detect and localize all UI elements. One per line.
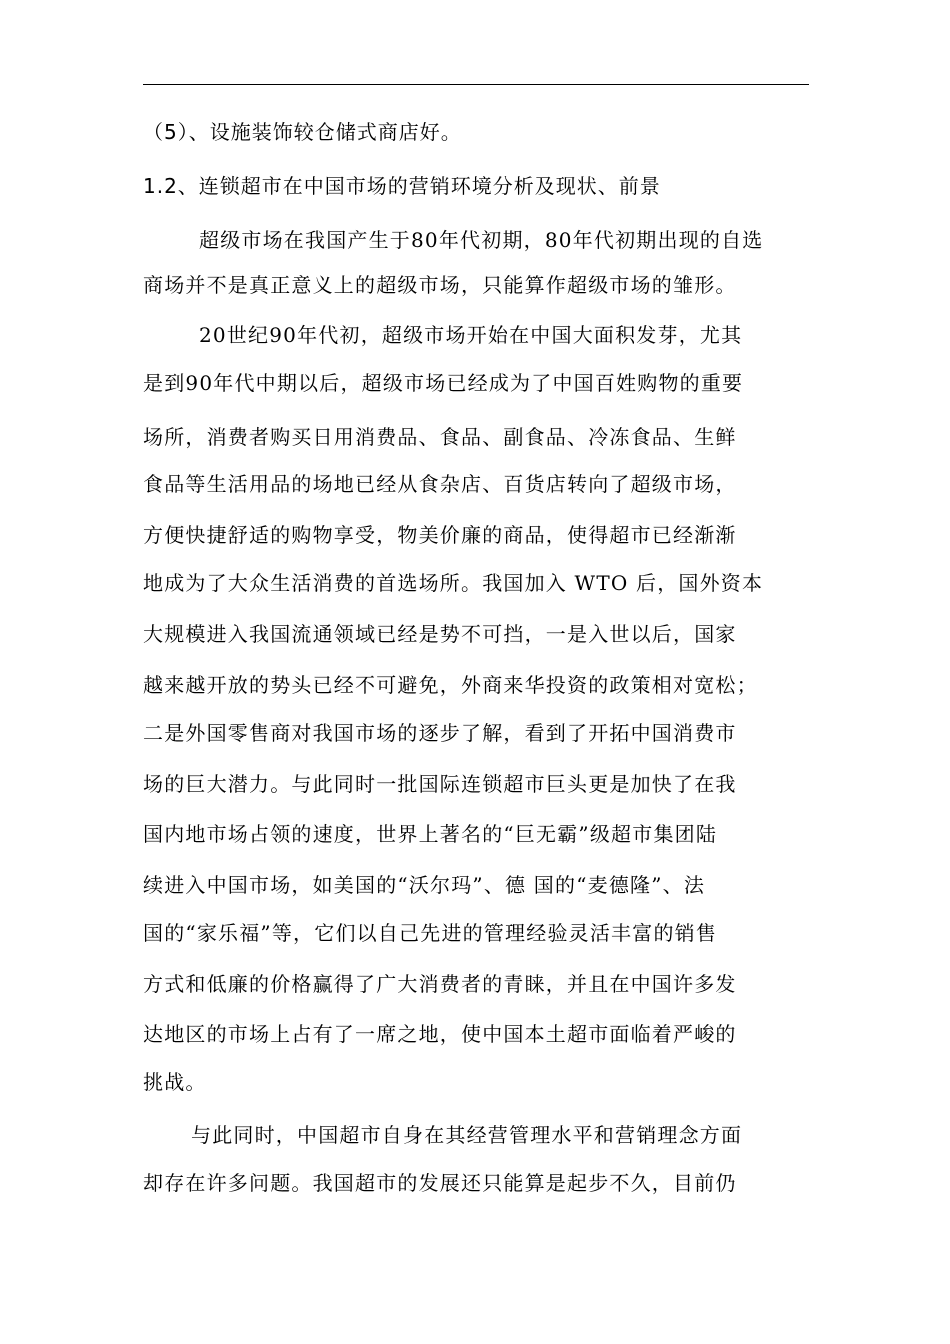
paragraph-line: 达地区的市场上占有了一席之地，使中国本土超市面临着严峻的 — [143, 1022, 737, 1046]
list-item-5: （5）、设施装饰较仓储式商店好。 — [143, 120, 462, 144]
paragraph-line: 是到90年代中期以后，超级市场已经成为了中国百姓购物的重要 — [143, 371, 744, 395]
paragraph-line: 越来越开放的势头已经不可避免，外商来华投资的政策相对宽松； — [143, 673, 758, 697]
paragraph-line: 挑战。 — [143, 1070, 207, 1094]
paragraph-line: 大规模进入我国流通领域已经是势不可挡，一是入世以后，国家 — [143, 622, 737, 646]
paragraph-line: 超级市场在我国产生于80年代初期，80年代初期出现的自选 — [199, 228, 764, 252]
paragraph-line: 二是外国零售商对我国市场的逐步了解，看到了开拓中国消费市 — [143, 721, 737, 745]
paragraph-line: 方便快捷舒适的购物享受，物美价廉的商品，使得超市已经渐渐 — [143, 523, 737, 547]
paragraph-line: 续进入中国市场，如美国的“沃尔玛”、德 国的“麦德隆”、法 — [143, 873, 706, 897]
paragraph-line: 却存在许多问题。我国超市的发展还只能算是起步不久，目前仍 — [143, 1171, 737, 1195]
paragraph-line: 方式和低廉的价格赢得了广大消费者的青睐，并且在中国许多发 — [143, 972, 737, 996]
section-heading: 1.2、连锁超市在中国市场的营销环境分析及现状、前景 — [143, 174, 661, 198]
paragraph-line: 食品等生活用品的场地已经从食杂店、百货店转向了超级市场， — [143, 472, 737, 496]
paragraph-line: 商场并不是真正意义上的超级市场，只能算作超级市场的雏形。 — [143, 273, 737, 297]
paragraph-line: 国内地市场占领的速度，世界上著名的“巨无霸”级超市集团陆 — [143, 822, 718, 846]
paragraph-line: 20世纪90年代初，超级市场开始在中国大面积发芽，尤其 — [199, 323, 743, 347]
paragraph-line: 与此同时，中国超市自身在其经营管理水平和营销理念方面 — [191, 1123, 743, 1147]
paragraph-line: 场的巨大潜力。与此同时一批国际连锁超市巨头更是加快了在我 — [143, 772, 737, 796]
paragraph-line: 国的“家乐福”等，它们以自己先进的管理经验灵活丰富的销售 — [143, 921, 718, 945]
paragraph-line: 场所，消费者购买日用消费品、食品、副食品、冷冻食品、生鲜 — [143, 425, 737, 449]
header-rule — [143, 84, 809, 85]
paragraph-line: 地成为了大众生活消费的首选场所。我国加入 WTO 后，国外资本 — [143, 571, 764, 595]
